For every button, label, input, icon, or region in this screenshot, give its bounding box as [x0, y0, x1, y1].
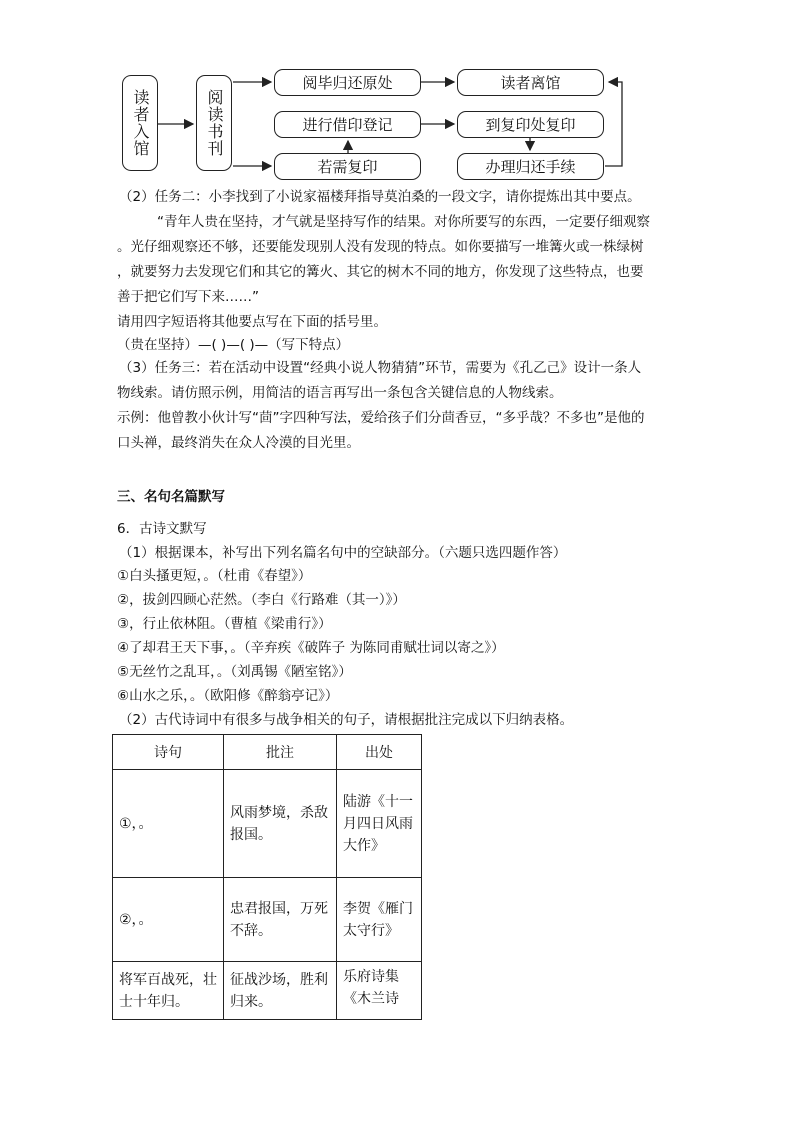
task2-instruction: 请用四字短语将其他要点写在下面的括号里。 — [117, 314, 387, 330]
task3-example1: 示例：他曾教小伙计写“茴”字四种写法，爱给孩子们分茴香豆，“多乎哉？不多也”是他的 — [117, 410, 645, 426]
table-row — [113, 770, 422, 878]
flow-box-enter — [122, 75, 158, 171]
table-cell-source-text: 李贺《雁门太守行》 — [343, 900, 413, 939]
table-header-poem: 诗句 — [113, 735, 224, 770]
flow-box-need-copy — [274, 153, 421, 180]
q6-title: 6．古诗文默写 — [117, 521, 207, 537]
flow-read-label: 阅读书刊 — [205, 89, 224, 157]
flow-box-reader-leaves — [457, 69, 604, 96]
section3-heading: 三、名句名篇默写 — [117, 489, 225, 505]
table-header-source: 出处 — [337, 735, 422, 770]
table-cell-poem[interactable] — [113, 878, 224, 962]
q6-item-1: ①白头搔更短，。（杜甫《春望》） — [117, 568, 312, 584]
table-cell-note-text: 忠君报国，万死不辞。 — [230, 900, 328, 939]
flow-handle-return-label: 办理归还手续 — [485, 158, 576, 176]
table-cell-source — [337, 770, 422, 878]
q6-sub2: （2）古代诗词中有很多与战争相关的句子，请根据批注完成以下归纳表格。 — [119, 712, 574, 728]
task2-quote-line2: 。光仔细观察还不够，还要能发现别人没有发现的特点。如你要描写一堆篝火或一株绿树 — [117, 239, 644, 255]
flow-reader-leaves-label: 读者离馆 — [500, 74, 561, 92]
task3-example2: 口头禅，最终消失在众人冷漠的目光里。 — [117, 435, 360, 451]
flow-return-original-label: 阅毕归还原处 — [302, 74, 393, 92]
flow-box-handle-return — [457, 153, 604, 180]
table-cell-poem[interactable] — [113, 770, 224, 878]
q6-item-4: ④了却君王天下事，。（辛弃疾《破阵子 为陈同甫赋壮词以寄之》） — [117, 640, 505, 656]
q6-item-3: ③，行止依林阻。（曹植《梁甫行》） — [117, 616, 332, 632]
summary-table — [112, 734, 422, 1020]
q6-item-2: ②，拔剑四顾心茫然。（李白《行路难（其一）》） — [117, 592, 406, 608]
table-cell-source — [337, 878, 422, 962]
table-cell-poem-text: 将军百战死，壮士十年归。 — [119, 971, 217, 1010]
q6-sub1: （1）根据课本，补写出下列名篇名句中的空缺部分。（六题只选四题作答） — [119, 545, 567, 561]
flow-box-read — [196, 75, 232, 171]
table-cell-note-text: 征战沙场，胜利归来。 — [230, 971, 328, 1010]
task2-answer-line: （贵在坚持）—( )—( )—（写下特点） — [117, 337, 350, 353]
table-row — [113, 962, 422, 1020]
table-cell-source — [337, 962, 422, 1020]
flow-box-go-copy — [457, 111, 604, 138]
flow-box-register-borrow — [274, 111, 421, 138]
task2-quote-line4: 善于把它们写下来……” — [117, 289, 259, 305]
table-cell-poem — [113, 962, 224, 1020]
task2-question: （2）任务二：小李找到了小说家福楼拜指导莫泊桑的一段文字，请你提炼出其中要点。 — [119, 189, 641, 205]
flow-go-copy-label: 到复印处复印 — [485, 116, 576, 134]
q6-item-6: ⑥山水之乐，。（欧阳修《醉翁亭记》） — [117, 688, 339, 704]
table-cell-source-text: 乐府诗集《木兰诗 — [343, 969, 399, 1007]
flow-register-borrow-label: 进行借印登记 — [302, 116, 393, 134]
table-header-note: 批注 — [224, 735, 337, 770]
table-cell-source-text: 陆游《十一月四日风雨大作》 — [343, 793, 413, 854]
q6-item-5: ⑤无丝竹之乱耳，。（刘禹锡《陋室铭》） — [117, 664, 352, 680]
table-row — [113, 878, 422, 962]
table-cell-poem-text: ②，。 — [119, 911, 153, 928]
task3-line2: 物线索。请仿照示例，用简洁的语言再写出一条包含关键信息的人物线索。 — [117, 385, 563, 401]
table-cell-poem-text: ①，。 — [119, 815, 153, 832]
task2-quote-line3: ，就要努力去发现它们和其它的篝火、其它的树木不同的地方，你发现了这些特点，也要 — [117, 264, 644, 280]
task2-quote-line1: “青年人贵在坚持，才气就是坚持写作的结果。对你所要写的东西，一定要仔细观察 — [157, 214, 650, 230]
flow-need-copy-label: 若需复印 — [317, 158, 378, 176]
flow-box-return-original — [274, 69, 421, 96]
table-cell-note — [224, 878, 337, 962]
task3-line1: （3）任务三：若在活动中设置“经典小说人物猜猜”环节，需要为《孔乙己》设计一条人 — [119, 360, 642, 376]
table-cell-note-text: 风雨梦境，杀敌报国。 — [230, 804, 328, 843]
table-cell-note — [224, 770, 337, 878]
table-header-row — [113, 735, 422, 770]
table-cell-note — [224, 962, 337, 1020]
flow-enter-label: 读者入馆 — [131, 89, 150, 157]
